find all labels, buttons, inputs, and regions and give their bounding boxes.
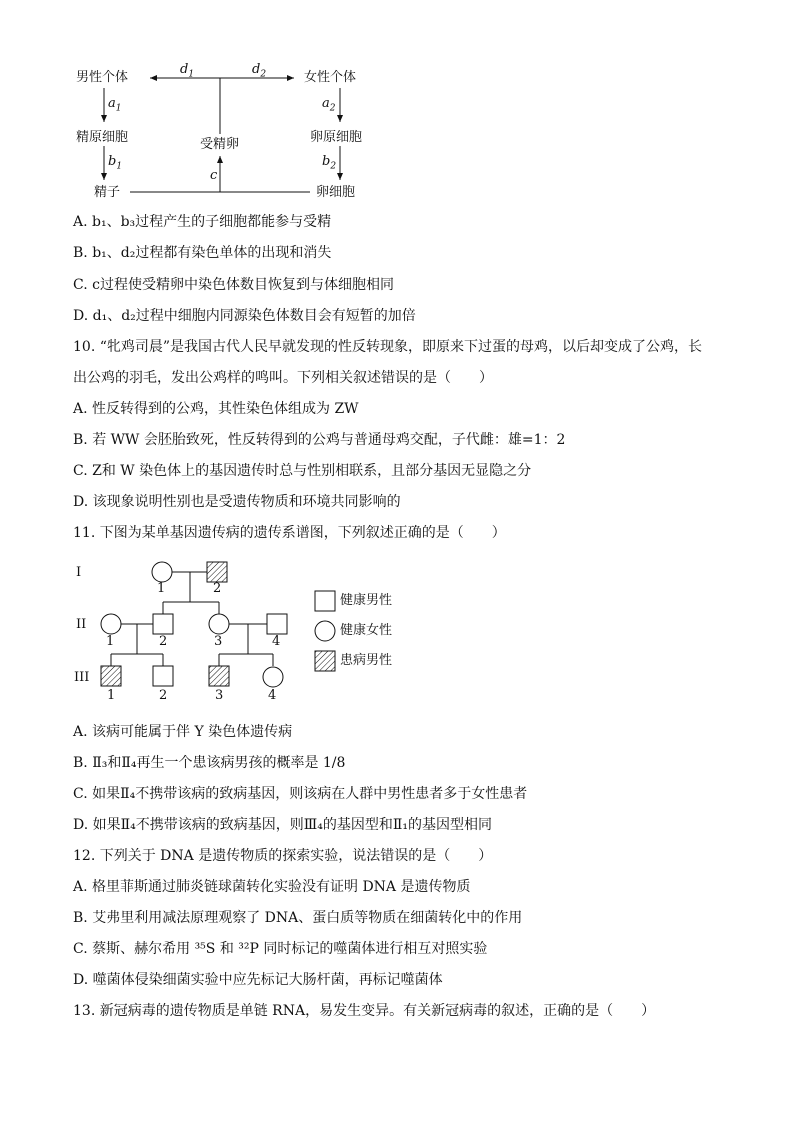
I2-affected-male (207, 562, 227, 582)
a1-label: $a_1$ (108, 96, 122, 114)
legend-affected-male-symbol (315, 651, 335, 671)
male-label: 男性个体 (76, 70, 129, 85)
q10-option-d: D. 该现象说明性别也是受遗传物质和环境共同影响的 (73, 494, 401, 510)
legend-healthy-female-symbol (315, 621, 335, 641)
generation-III-label: III (74, 670, 90, 685)
II3-number: 3 (214, 634, 223, 649)
generation-II-label: II (76, 617, 87, 632)
q9-option-a: A. b₁、b₃过程产生的子细胞都能参与受精 (73, 214, 332, 230)
female-label: 女性个体 (304, 70, 357, 85)
I1-number: 1 (157, 581, 166, 596)
q10-option-b: B. 若 WW 会胚胎致死，性反转得到的公鸡与普通母鸡交配，子代雌：雄=1：2 (73, 432, 566, 448)
spermatogonium-label: 精原细胞 (76, 130, 129, 145)
d2-label: $d_2$ (252, 62, 267, 80)
II4-male (267, 614, 287, 634)
II2-male (153, 614, 173, 634)
c-label: c (210, 168, 218, 183)
sperm-label: 精子 (94, 185, 121, 200)
egg-label: 卵细胞 (316, 185, 356, 200)
I2-number: 2 (213, 581, 222, 596)
generation-I-label: I (76, 565, 82, 580)
I1-female (152, 562, 172, 582)
III2-number: 2 (159, 688, 168, 703)
zygote-label: 受精卵 (200, 137, 240, 152)
II3-female (209, 614, 229, 634)
II1-female (101, 614, 121, 634)
q11-option-b: B. Ⅱ₃和Ⅱ₄再生一个患该病男孩的概率是 1/8 (73, 755, 346, 771)
q9-option-b: B. b₁、d₂过程都有染色单体的出现和消失 (73, 245, 332, 261)
oogonium-label: 卵原细胞 (310, 130, 363, 145)
II2-number: 2 (159, 634, 168, 649)
q10-option-a: A. 性反转得到的公鸡，其性染色体组成为 ZW (73, 401, 359, 417)
q11-option-c: C. 如果Ⅱ₄不携带该病的致病基因，则该病在人群中男性患者多于女性患者 (73, 786, 528, 802)
q12-option-a: A. 格里菲斯通过肺炎链球菌转化实验没有证明 DNA 是遗传物质 (73, 879, 471, 895)
legend-healthy-male-symbol (315, 591, 335, 611)
q9-option-d: D. d₁、d₂过程中细胞内同源染色体数目会有短暂的加倍 (73, 308, 416, 324)
q9-option-c: C. c过程使受精卵中染色体数目恢复到与体细胞相同 (73, 277, 394, 293)
II4-number: 4 (272, 634, 281, 649)
q10-option-c: C. Z和 W 染色体上的基因遗传时总与性别相联系，且部分基因无显隐之分 (73, 463, 532, 479)
II1-number: 1 (106, 634, 115, 649)
q11-option-d: D. 如果Ⅱ₄不携带该病的致病基因，则Ⅲ₄的基因型和Ⅱ₁的基因型相同 (73, 817, 492, 833)
III2-male (153, 666, 173, 686)
a2-label: $a_2$ (322, 96, 336, 114)
q10-stem-line2: 出公鸡的羽毛，发出公鸡样的鸣叫。下列相关叙述错误的是（ ） (73, 370, 493, 386)
q11-option-a: A. 该病可能属于伴 Y 染色体遗传病 (73, 724, 293, 740)
III1-number: 1 (107, 688, 116, 703)
q12-option-b: B. 艾弗里利用减法原理观察了 DNA、蛋白质等物质在细菌转化中的作用 (73, 910, 523, 926)
b1-label: $b_1$ (108, 154, 123, 172)
q13-stem: 13. 新冠病毒的遗传物质是单链 RNA，易发生变异。有关新冠病毒的叙述，正确的是（ ） (73, 1003, 656, 1019)
III1-affected-male (101, 666, 121, 686)
q12-stem: 12. 下列关于 DNA 是遗传物质的探索实验，说法错误的是（ ） (73, 848, 493, 864)
q10-stem-line1: 10. “牝鸡司晨”是我国古代人民早就发现的性反转现象，即原来下过蛋的母鸡，以后却变成了公鸡，长 (73, 339, 703, 355)
III3-affected-male (209, 666, 229, 686)
d1-label: $d_1$ (180, 62, 195, 80)
legend-healthy-male: 健康男性 (340, 593, 393, 608)
III4-female (263, 667, 283, 687)
q12-option-c: C. 蔡斯、赫尔希用 ³⁵S 和 ³²P 同时标记的噬菌体进行相互对照实验 (73, 941, 488, 957)
III3-number: 3 (215, 688, 224, 703)
q11-stem: 11. 下图为某单基因遗传病的遗传系谱图，下列叙述正确的是（ ） (73, 525, 506, 541)
legend-affected-male: 患病男性 (340, 653, 393, 668)
q12-option-d: D. 噬菌体侵染细菌实验中应先标记大肠杆菌，再标记噬菌体 (73, 972, 443, 988)
b2-label: $b_2$ (322, 154, 337, 172)
legend-healthy-female: 健康女性 (340, 623, 393, 638)
III4-number: 4 (268, 688, 277, 703)
